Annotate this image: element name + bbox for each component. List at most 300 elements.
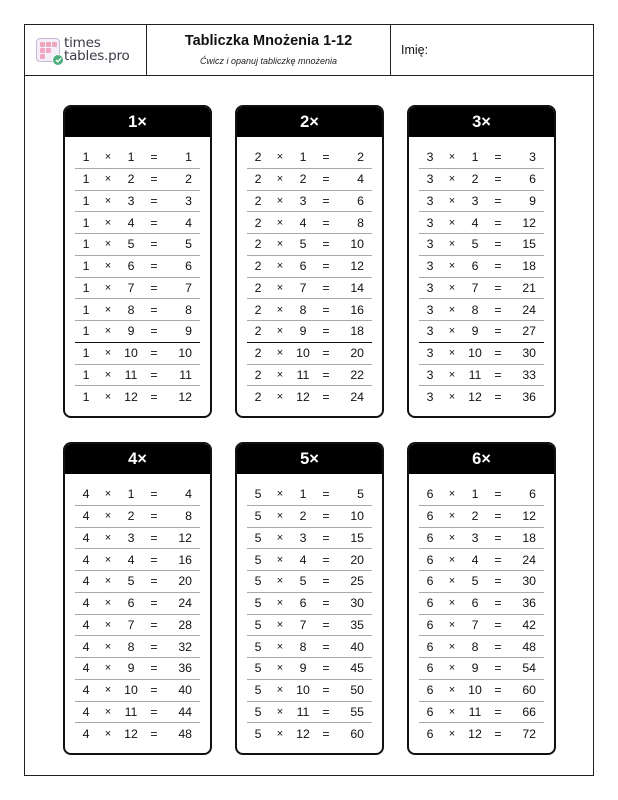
- multiplier: 3: [471, 530, 479, 545]
- equation-row: [247, 211, 372, 233]
- equation-row: [247, 385, 372, 407]
- multiplicand: 4: [82, 683, 90, 698]
- equals-sign: =: [322, 280, 330, 295]
- product: 45: [350, 661, 364, 676]
- equation-row: [75, 505, 200, 527]
- product: 60: [350, 726, 364, 741]
- equation-row: [75, 211, 200, 233]
- times-sign: ×: [104, 325, 112, 338]
- equation-row: [247, 320, 372, 342]
- equals-sign: =: [150, 324, 158, 339]
- equals-sign: =: [322, 617, 330, 632]
- product: 42: [522, 617, 536, 632]
- equation-row: [247, 190, 372, 212]
- times-sign: ×: [104, 390, 112, 403]
- product: 6: [357, 193, 364, 208]
- equation-row: [419, 298, 544, 320]
- multiplier: 3: [471, 193, 479, 208]
- product: 8: [357, 215, 364, 230]
- multiplicand: 1: [82, 367, 90, 382]
- logo: [25, 25, 147, 75]
- multiplier: 8: [471, 302, 479, 317]
- equation-row: [419, 168, 544, 190]
- multiplicand: 1: [82, 389, 90, 404]
- equation-row: [75, 548, 200, 570]
- multiplicand: 5: [254, 683, 262, 698]
- card-title: 2×: [237, 107, 382, 137]
- equals-sign: =: [150, 704, 158, 719]
- equation-row: [75, 298, 200, 320]
- multiplicand: 5: [254, 509, 262, 524]
- times-sign: ×: [276, 597, 284, 610]
- equation-row: [419, 190, 544, 212]
- multiplicand: 6: [426, 574, 434, 589]
- equation-row: [247, 168, 372, 190]
- multiplier: 3: [299, 530, 307, 545]
- times-sign: ×: [448, 597, 456, 610]
- product: 35: [350, 617, 364, 632]
- product: 2: [185, 172, 192, 187]
- multiplicand: 2: [254, 237, 262, 252]
- multiplicand: 4: [82, 574, 90, 589]
- multiplier: 9: [299, 661, 307, 676]
- product: 1: [185, 149, 192, 164]
- equals-sign: =: [322, 215, 330, 230]
- product: 30: [522, 574, 536, 589]
- multiplier: 2: [127, 509, 135, 524]
- equals-sign: =: [494, 389, 502, 404]
- multiplier: 12: [468, 389, 482, 404]
- multiplier: 11: [124, 367, 138, 382]
- equals-sign: =: [494, 574, 502, 589]
- multiplicand: 1: [82, 193, 90, 208]
- equation-row: [247, 548, 372, 570]
- multiplicand: 5: [254, 704, 262, 719]
- times-sign: ×: [276, 260, 284, 273]
- multiplicand: 1: [82, 280, 90, 295]
- times-sign: ×: [448, 390, 456, 403]
- name-label: Imię:: [401, 43, 429, 57]
- product: 11: [179, 367, 192, 382]
- product: 20: [350, 346, 364, 361]
- times-sign: ×: [104, 303, 112, 316]
- multiplier: 1: [127, 149, 135, 164]
- product: 44: [178, 704, 192, 719]
- equation-row: [247, 505, 372, 527]
- multiplier: 10: [124, 346, 138, 361]
- times-tables-grid-icon: [36, 38, 60, 62]
- card-title: 5×: [237, 444, 382, 474]
- equals-sign: =: [494, 259, 502, 274]
- equals-sign: =: [494, 486, 502, 501]
- equals-sign: =: [322, 726, 330, 741]
- times-sign: ×: [104, 727, 112, 740]
- equation-row: [419, 679, 544, 701]
- equals-sign: =: [494, 530, 502, 545]
- product: 5: [357, 486, 364, 501]
- multiplier: 6: [471, 596, 479, 611]
- equals-sign: =: [494, 324, 502, 339]
- equals-sign: =: [150, 596, 158, 611]
- equation-row: [75, 679, 200, 701]
- equation-row: [247, 298, 372, 320]
- equals-sign: =: [494, 280, 502, 295]
- multiplicand: 1: [82, 149, 90, 164]
- page-title: Tabliczka Mnożenia 1-12: [184, 32, 353, 49]
- equals-sign: =: [494, 552, 502, 567]
- multiplier: 6: [471, 259, 479, 274]
- times-sign: ×: [448, 531, 456, 544]
- multiplicand: 3: [426, 237, 434, 252]
- equation-row: [75, 233, 200, 255]
- multiplicand: 5: [254, 596, 262, 611]
- times-sign: ×: [448, 662, 456, 675]
- product: 27: [522, 324, 536, 339]
- equation-row: [247, 657, 372, 679]
- multiplicand: 1: [82, 215, 90, 230]
- equals-sign: =: [150, 302, 158, 317]
- product: 36: [522, 389, 536, 404]
- times-sign: ×: [276, 173, 284, 186]
- times-sign: ×: [276, 575, 284, 588]
- multiplier: 4: [471, 215, 479, 230]
- product: 50: [350, 683, 364, 698]
- product: 10: [350, 509, 364, 524]
- equation-row: [419, 635, 544, 657]
- equation-list: [237, 137, 382, 407]
- multiplicand: 6: [426, 639, 434, 654]
- multiplier: 11: [468, 704, 482, 719]
- product: 10: [178, 346, 192, 361]
- multiplier: 5: [471, 574, 479, 589]
- multiplier: 6: [299, 259, 307, 274]
- product: 24: [350, 389, 364, 404]
- times-sign: ×: [276, 727, 284, 740]
- equals-sign: =: [494, 367, 502, 382]
- check-icon: [52, 54, 64, 66]
- equals-sign: =: [322, 193, 330, 208]
- multiplicand: 4: [82, 486, 90, 501]
- card-title: 4×: [65, 444, 210, 474]
- equals-sign: =: [150, 193, 158, 208]
- times-sign: ×: [448, 553, 456, 566]
- multiplicand: 2: [254, 172, 262, 187]
- equation-row: [75, 527, 200, 549]
- equals-sign: =: [322, 574, 330, 589]
- multiplier: 11: [296, 367, 310, 382]
- equation-row: [247, 277, 372, 299]
- equals-sign: =: [150, 149, 158, 164]
- equals-sign: =: [150, 530, 158, 545]
- equals-sign: =: [322, 237, 330, 252]
- equals-sign: =: [150, 172, 158, 187]
- worksheet-header: [25, 25, 593, 76]
- times-sign: ×: [104, 194, 112, 207]
- equals-sign: =: [494, 596, 502, 611]
- times-sign: ×: [104, 640, 112, 653]
- product: 15: [350, 530, 364, 545]
- product: 36: [522, 596, 536, 611]
- equals-sign: =: [322, 683, 330, 698]
- times-sign: ×: [276, 194, 284, 207]
- times-sign: ×: [104, 347, 112, 360]
- product: 24: [522, 552, 536, 567]
- equation-row: [419, 277, 544, 299]
- equation-row: [247, 233, 372, 255]
- times-sign: ×: [276, 705, 284, 718]
- equation-row: [247, 635, 372, 657]
- multiplier: 3: [299, 193, 307, 208]
- equation-row: [419, 570, 544, 592]
- equals-sign: =: [150, 346, 158, 361]
- product: 24: [178, 596, 192, 611]
- product: 66: [522, 704, 536, 719]
- equation-row: [419, 592, 544, 614]
- logo-line-1: times: [64, 35, 101, 51]
- name-field[interactable]: [391, 25, 593, 75]
- equals-sign: =: [150, 552, 158, 567]
- product: 3: [185, 193, 192, 208]
- multiplicand: 2: [254, 346, 262, 361]
- times-sign: ×: [104, 510, 112, 523]
- multiplier: 4: [471, 552, 479, 567]
- equation-list: [409, 474, 554, 744]
- times-sign: ×: [104, 618, 112, 631]
- equals-sign: =: [150, 726, 158, 741]
- product: 48: [178, 726, 192, 741]
- multiplier: 4: [127, 552, 135, 567]
- equals-sign: =: [494, 509, 502, 524]
- multiplier: 8: [471, 639, 479, 654]
- product: 60: [522, 683, 536, 698]
- equation-row: [75, 190, 200, 212]
- times-sign: ×: [276, 281, 284, 294]
- times-table-card-6: [407, 442, 556, 755]
- multiplicand: 6: [426, 530, 434, 545]
- equation-list: [409, 137, 554, 407]
- multiplicand: 5: [254, 486, 262, 501]
- times-sign: ×: [276, 325, 284, 338]
- multiplier: 10: [296, 683, 310, 698]
- equals-sign: =: [494, 172, 502, 187]
- multiplicand: 5: [254, 617, 262, 632]
- multiplicand: 2: [254, 193, 262, 208]
- multiplier: 10: [296, 346, 310, 361]
- times-sign: ×: [276, 150, 284, 163]
- multiplier: 9: [127, 324, 135, 339]
- logo-line-2: tables.pro: [64, 48, 130, 64]
- equation-row: [247, 364, 372, 386]
- equation-row: [75, 635, 200, 657]
- multiplier: 5: [299, 237, 307, 252]
- multiplicand: 3: [426, 172, 434, 187]
- times-sign: ×: [276, 553, 284, 566]
- times-sign: ×: [276, 368, 284, 381]
- times-sign: ×: [448, 150, 456, 163]
- multiplicand: 2: [254, 280, 262, 295]
- times-sign: ×: [104, 705, 112, 718]
- multiplicand: 3: [426, 389, 434, 404]
- multiplicand: 6: [426, 704, 434, 719]
- multiplier: 1: [299, 486, 307, 501]
- multiplicand: 6: [426, 683, 434, 698]
- multiplicand: 1: [82, 237, 90, 252]
- equals-sign: =: [494, 149, 502, 164]
- times-table-card-2: [235, 105, 384, 418]
- multiplicand: 4: [82, 704, 90, 719]
- equation-list: [65, 137, 210, 407]
- equals-sign: =: [494, 237, 502, 252]
- equals-sign: =: [494, 215, 502, 230]
- times-table-card-4: [63, 442, 212, 755]
- times-sign: ×: [276, 662, 284, 675]
- multiplier: 8: [127, 639, 135, 654]
- product: 15: [522, 237, 536, 252]
- equation-row: [75, 701, 200, 723]
- multiplicand: 3: [426, 259, 434, 274]
- equation-row: [247, 146, 372, 168]
- times-sign: ×: [448, 684, 456, 697]
- equals-sign: =: [150, 389, 158, 404]
- times-sign: ×: [448, 487, 456, 500]
- equals-sign: =: [322, 509, 330, 524]
- equation-row: [247, 527, 372, 549]
- equals-sign: =: [494, 704, 502, 719]
- equals-sign: =: [150, 617, 158, 632]
- times-sign: ×: [104, 575, 112, 588]
- multiplicand: 5: [254, 574, 262, 589]
- times-sign: ×: [448, 325, 456, 338]
- title-block: [147, 25, 391, 75]
- multiplicand: 4: [82, 661, 90, 676]
- equation-row: [419, 255, 544, 277]
- multiplier: 4: [127, 215, 135, 230]
- times-sign: ×: [448, 727, 456, 740]
- times-sign: ×: [448, 510, 456, 523]
- multiplier: 5: [127, 237, 135, 252]
- multiplier: 2: [127, 172, 135, 187]
- times-sign: ×: [276, 390, 284, 403]
- multiplier: 8: [299, 639, 307, 654]
- times-sign: ×: [104, 150, 112, 163]
- times-sign: ×: [448, 260, 456, 273]
- multiplier: 1: [127, 486, 135, 501]
- equation-row: [75, 570, 200, 592]
- product: 2: [357, 149, 364, 164]
- multiplicand: 2: [254, 215, 262, 230]
- product: 40: [178, 683, 192, 698]
- product: 14: [350, 280, 364, 295]
- product: 18: [350, 324, 364, 339]
- times-sign: ×: [104, 260, 112, 273]
- product: 6: [529, 172, 536, 187]
- multiplier: 10: [124, 683, 138, 698]
- equals-sign: =: [322, 324, 330, 339]
- multiplier: 12: [296, 726, 310, 741]
- multiplicand: 3: [426, 280, 434, 295]
- times-table-card-5: [235, 442, 384, 755]
- equals-sign: =: [150, 683, 158, 698]
- multiplier: 8: [127, 302, 135, 317]
- equation-row: [75, 483, 200, 505]
- equals-sign: =: [150, 280, 158, 295]
- equation-row: [419, 211, 544, 233]
- multiplicand: 6: [426, 486, 434, 501]
- times-sign: ×: [104, 173, 112, 186]
- multiplier: 9: [471, 661, 479, 676]
- product: 25: [350, 574, 364, 589]
- product: 6: [185, 259, 192, 274]
- multiplier: 1: [471, 486, 479, 501]
- product: 10: [350, 237, 364, 252]
- product: 12: [522, 215, 536, 230]
- times-sign: ×: [448, 281, 456, 294]
- multiplicand: 3: [426, 149, 434, 164]
- multiplier: 9: [299, 324, 307, 339]
- equation-row: [247, 570, 372, 592]
- product: 16: [178, 552, 192, 567]
- multiplicand: 1: [82, 346, 90, 361]
- equation-row: [419, 614, 544, 636]
- product: 9: [185, 324, 192, 339]
- equals-sign: =: [322, 552, 330, 567]
- product: 6: [529, 486, 536, 501]
- equals-sign: =: [494, 302, 502, 317]
- equation-row: [419, 548, 544, 570]
- equals-sign: =: [322, 259, 330, 274]
- multiplicand: 4: [82, 726, 90, 741]
- multiplicand: 2: [254, 259, 262, 274]
- equation-row: [75, 277, 200, 299]
- times-sign: ×: [448, 640, 456, 653]
- product: 72: [522, 726, 536, 741]
- equals-sign: =: [322, 596, 330, 611]
- equals-sign: =: [150, 259, 158, 274]
- multiplier: 3: [127, 530, 135, 545]
- times-sign: ×: [448, 575, 456, 588]
- times-sign: ×: [276, 510, 284, 523]
- product: 8: [185, 509, 192, 524]
- equation-row: [247, 722, 372, 744]
- equation-row: [247, 592, 372, 614]
- times-sign: ×: [104, 368, 112, 381]
- equation-row: [75, 657, 200, 679]
- product: 18: [522, 530, 536, 545]
- equation-row: [75, 146, 200, 168]
- equals-sign: =: [322, 346, 330, 361]
- equals-sign: =: [322, 530, 330, 545]
- times-sign: ×: [448, 194, 456, 207]
- product: 9: [529, 193, 536, 208]
- times-sign: ×: [448, 368, 456, 381]
- multiplier: 9: [127, 661, 135, 676]
- times-sign: ×: [276, 238, 284, 251]
- multiplicand: 5: [254, 661, 262, 676]
- times-sign: ×: [276, 487, 284, 500]
- product: 8: [185, 302, 192, 317]
- multiplicand: 4: [82, 509, 90, 524]
- equals-sign: =: [150, 509, 158, 524]
- multiplicand: 2: [254, 389, 262, 404]
- equals-sign: =: [494, 661, 502, 676]
- multiplicand: 3: [426, 193, 434, 208]
- equals-sign: =: [150, 486, 158, 501]
- times-sign: ×: [448, 705, 456, 718]
- times-sign: ×: [104, 553, 112, 566]
- equation-row: [247, 342, 372, 364]
- equals-sign: =: [322, 367, 330, 382]
- equals-sign: =: [322, 172, 330, 187]
